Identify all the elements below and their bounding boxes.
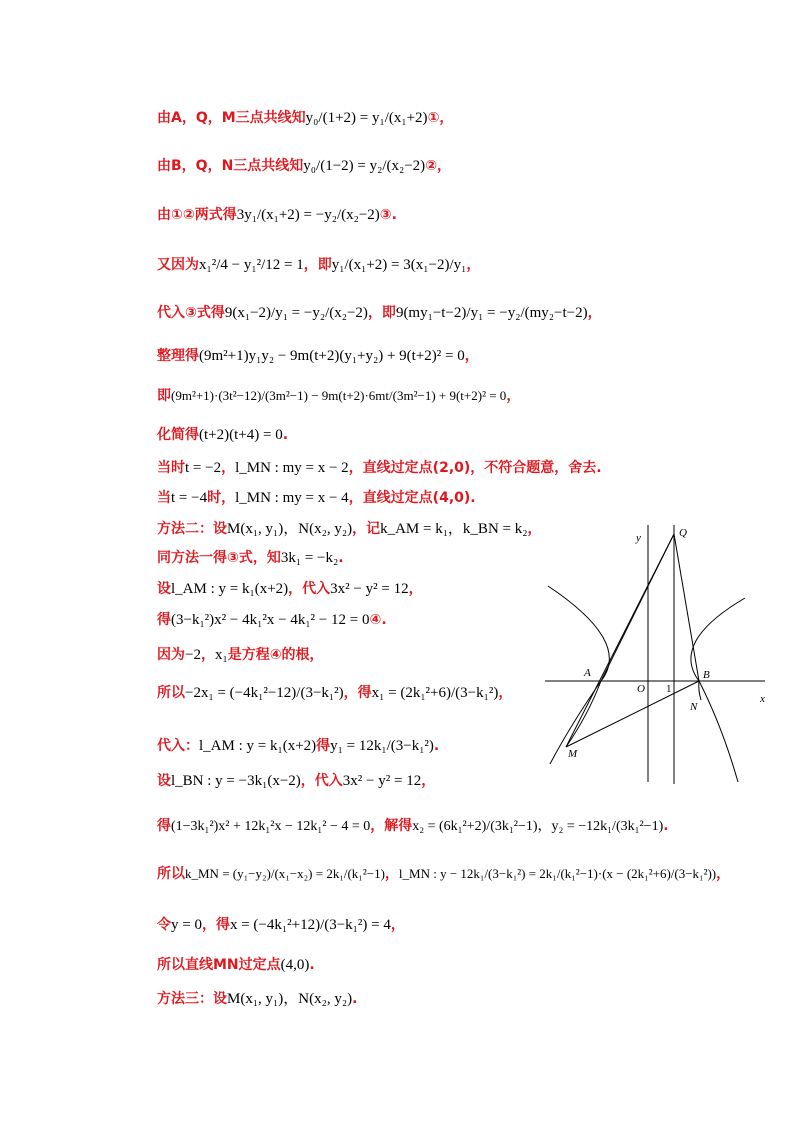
text-line: 当t = −4时，l_MN : my = x − 4，直线过定点(4,0). [157,490,476,506]
text-line: 化简得(t+2)(t+4) = 0. [157,427,289,443]
text-line: 当时t = −2，l_MN : my = x − 2，直线过定点(2,0)，不符合题意，舍去. [157,460,602,476]
label-M: M [568,748,578,760]
label-y: y [636,532,641,544]
text-line: 代入：l_AM : y = k₁(x+2)得y₁ = 12k₁/(3−k₁²). [157,738,440,754]
text-line: 令y = 0，得x = (−4k₁²+12)/(3−k₁²) = 4， [157,917,405,933]
label-one: 1 [666,683,672,695]
text-line: 得(1−3k₁²)x² + 12k₁²x − 12k₁² − 4 = 0，解得x₂ = (6k₁²+2)/(3k₁²−1)，y₂ = −12k₁/(3k₁²−1). [157,818,669,834]
label-x: x [760,693,765,705]
text-line: 代入③式得9(x₁−2)/y₁ = −y₂/(x₂−2)，即9(my₁−t−2)/y₁ = −y₂/(my₂−t−2)， [157,305,602,321]
text-line: 又因为x₁²/4 − y₁²/12 = 1，即y₁/(x₁+2) = 3(x₁−2)/y₁， [157,257,481,273]
text-line: 所以直线MN过定点(4,0). [157,957,315,973]
label-O: O [637,683,645,695]
text-line: 同方法一得③式，知3k₁ = −k₂. [157,550,344,566]
text-line: 得(3−k₁²)x² − 4k₁²x − 4k₁² − 12 = 0④. [157,612,387,628]
label-Q: Q [679,527,687,539]
text-line: 由B，Q，N三点共线知y₀/(1−2) = y₂/(x₂−2)②， [157,158,452,174]
text-line: 所以k_MN = (y₁−y₂)/(x₁−x₂) = 2k₁/(k₁²−1)，l_MN : y − 12k₁/(3−k₁²) = 2k₁/(k₁²−1)·(x − (2k₁²+6)/(3−k₁²))， [157,866,731,882]
line-QM [566,534,674,747]
text-line: 即(9m²+1)·(3t²−12)/(3m²−1) − 9m(t+2)·6mt/(3m²−1) + 9(t+2)² = 0， [157,388,521,404]
hyperbola-figure [540,520,790,790]
label-N: N [690,701,698,713]
hyperbola-left-branch [548,586,609,764]
text-line: 因为−2，x₁是方程④的根， [157,647,324,663]
label-B: B [703,669,710,681]
text-line: 设l_AM : y = k₁(x+2)，代入3x² − y² = 12， [157,581,423,597]
label-A: A [584,667,591,679]
text-line: 整理得(9m²+1)y₁y₂ − 9m(t+2)(y₁+y₂) + 9(t+2)² = 0， [157,348,479,364]
text-line: 方法二：设M(x₁, y₁)，N(x₂, y₂)，记k_AM = k₁，k_BN = k₂， [157,521,542,537]
text-line: 由①②两式得3y₁/(x₁+2) = −y₂/(x₂−2)③. [157,207,397,223]
text-line: 设l_BN : y = −3k₁(x−2)，代入3x² − y² = 12， [157,773,436,789]
line-QB [674,534,699,681]
text-line: 所以−2x₁ = (−4k₁²−12)/(3−k₁²)，得x₁ = (2k₁²+6)/(3−k₁²)， [157,685,513,701]
text-line: 由A，Q，M三点共线知y₀/(1+2) = y₁/(x₁+2)①， [157,110,454,126]
text-line: 方法三：设M(x₁, y₁)，N(x₂, y₂). [157,991,358,1007]
